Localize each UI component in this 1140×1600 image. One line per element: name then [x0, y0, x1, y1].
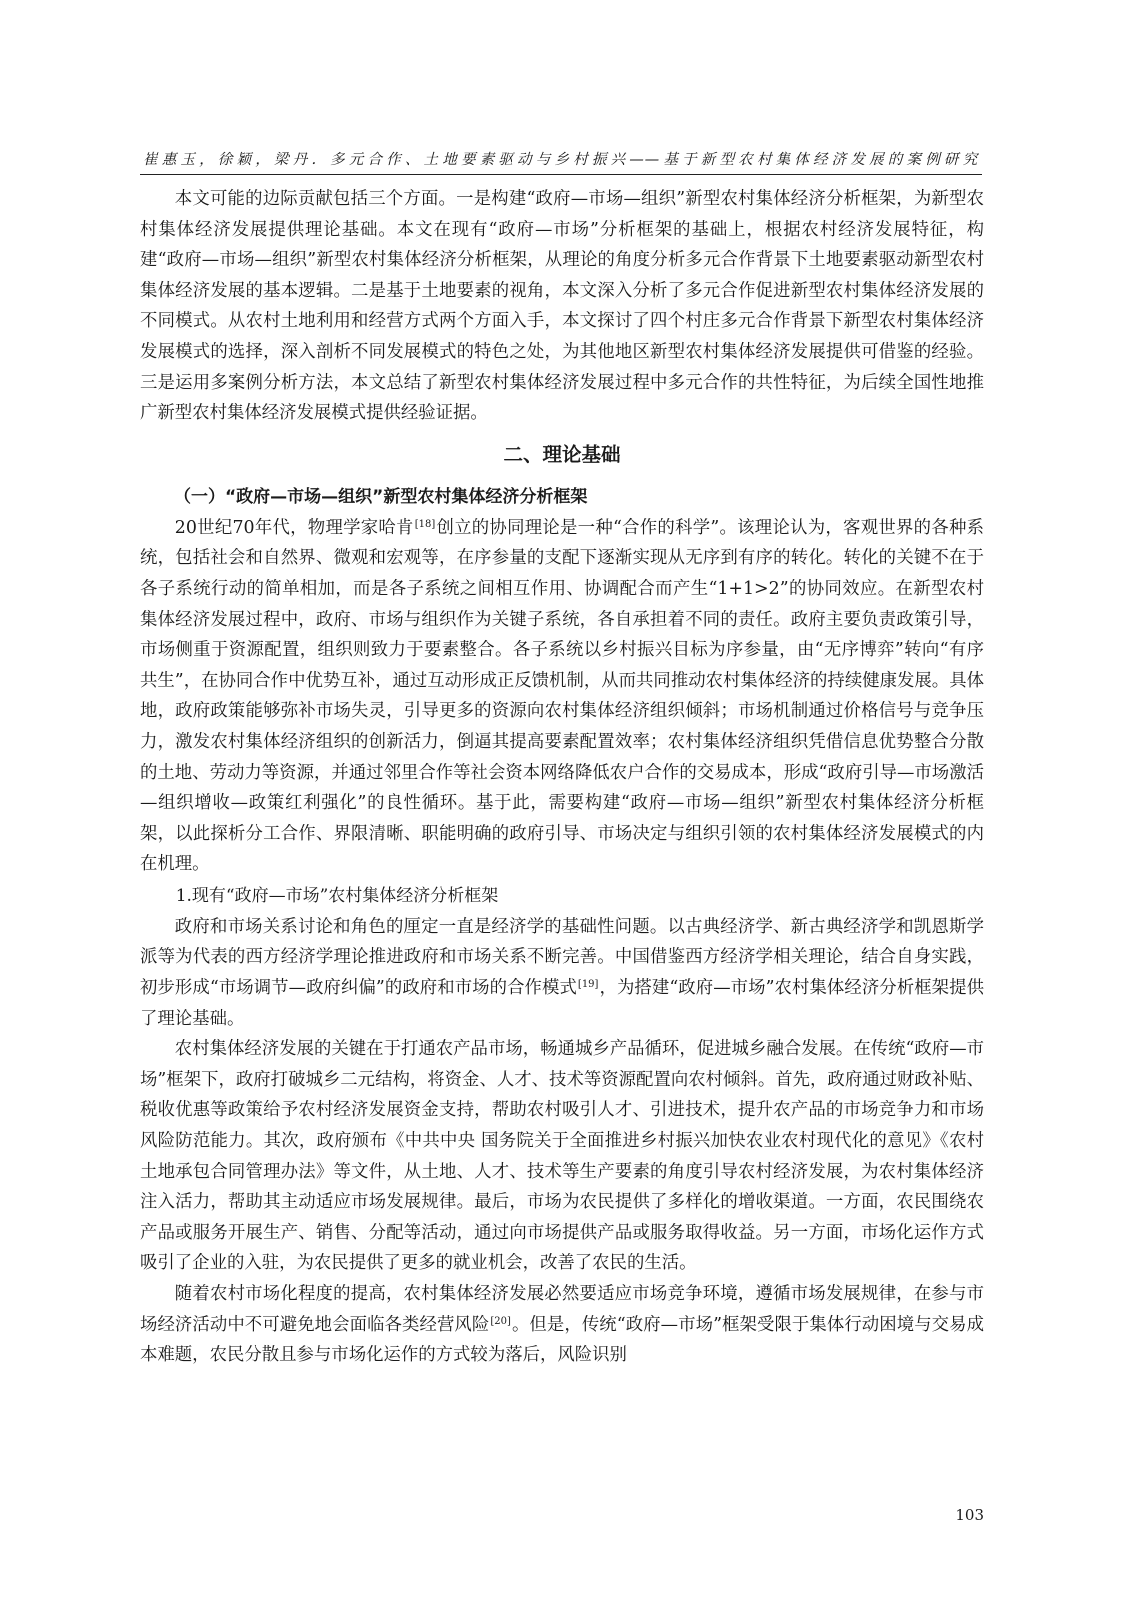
paragraph-synergy [140, 513, 984, 880]
body-text [140, 184, 984, 1371]
item-title: 1.现有“政府—市场”农村集体经济分析框架 [175, 885, 499, 906]
paragraph-contributions: 本文可能的边际贡献包括三个方面。一是构建“政府—市场—组织”新型农村集体经济分析框架，为新型农村集体经济发展提供理论基础。本文在现有“政府—市场”分析框架的基础上，根据农村经济发展特征，构建“政府—市场—组织”新型农村集体经济分析框架，从理论的角度分析多元合作背景下土地要素驱动新型农村集体经济发展的基本逻辑。二是基于土地要素的视角，本文深入分析了多元合作促进新型农村集体经济发展的不同模式。从农村土地利用和经营方式两个方面入手，本文探讨了四个村庄多元合作背景下新型农村集体经济发展模式的选择，深入剖析不同发展模式的特色之处，为其他地区新型农村集体经济发展提供可借鉴的经验。三是运用多案例分析方法，本文总结了新型农村集体经济发展过程中多元合作的共性特征，为后续全国性地推广新型农村集体经济发展模式提供经验证据。 [140, 189, 984, 424]
paragraph-gov-market-start: 政府和市场关系讨论和角色的厘定一直是经济学的基础性问题。以古典经济学、新古典经济学和凯恩斯学派等为代表的西方经济学理论推进政府和市场关系不断完善。中国借鉴西方经济学相关理论，结合自身实践，初步形成“市场调节—政府纠偏”的政府和市场的合作模式 [140, 916, 984, 999]
paragraph-key: 农村集体经济发展的关键在于打通农产品市场，畅通城乡产品循环，促进城乡融合发展。在传统“政府—市场”框架下，政府打破城乡二元结构，将资金、人才、技术等资源配置向农村倾斜。首先，政府通过财政补贴、税收优惠等政策给予农村经济发展资金支持，帮助农村吸引人才、引进技术，提升农产品的市场竞争力和市场风险防范能力。其次，政府颁布《中共中央 国务院关于全面推进乡村振兴加快农业农村现代化的意见》《农村土地承包合同管理办法》等文件，从土地、人才、技术等生产要素的角度引导农村经济发展，为农村集体经济注入活力，帮助其主动适应市场发展规律。最后，市场为农民提供了多样化的增收渠道。一方面，农民围绕农产品或服务开展生产、销售、分配等活动，通过向市场提供产品或服务取得收益。另一方面，市场化运作方式吸引了企业的入驻，为农民提供了更多的就业机会，改善了农民的生活。 [140, 1039, 984, 1274]
running-head: 崔惠玉，徐颖，梁丹．多元合作、土地要素驱动与乡村振兴——基于新型农村集体经济发展的案例研究 [143, 151, 978, 168]
citation-18: [18] [414, 518, 436, 530]
paragraph-risk-rest: 。但是，传统“政府—市场”框架受限于集体行动困境与交易成本难题，农民分散且参与市场化运作的方式较为落后，风险识别 [140, 1314, 984, 1366]
header-rule [140, 174, 982, 175]
paragraph-gov-market [140, 912, 984, 1034]
paragraph-risk-start: 随着农村市场化程度的提高，农村集体经济发展必然要适应市场竞争环境，遵循市场发展规律，在参与市场经济活动中不可避免地会面临各类经营风险 [140, 1284, 984, 1335]
subsection-title: （一）“政府—市场—组织”新型农村集体经济分析框架 [174, 486, 588, 507]
section-title: 二、理论基础 [503, 442, 621, 466]
paragraph-synergy-rest: 创立的协同理论是一种“合作的科学”。该理论认为，客观世界的各种系统，包括社会和自然界、微观和宏观等，在序参量的支配下逐渐实现从无序到有序的转化。转化的关键不在于各子系统行动的简单相加，而是各子系统之间相互作用、协调配合而产生“1+1>2”的协同效应。在新型农村集体经济发展过程中，政府、市场与组织作为关键子系统，各自承担着不同的责任。政府主要负责政策引导，市场侧重于资源配置，组织则致力于要素整合。各子系统以乡村振兴目标为序参量，由“无序博弈”转向“有序共生”，在协同合作中优势互补，通过互动形成正反馈机制，从而共同推动农村集体经济的持续健康发展。具体地，政府政策能够弥补市场失灵，引导更多的资源向农村集体经济组织倾斜；市场机制通过价格信号与竞争压力，激发农村集体经济组织的创新活力，倒逼其提高要素配置效率；农村集体经济组织凭借信息优势整合分散的土地、劳动力等资源，并通过邻里合作等社会资本网络降低农户合作的交易成本，形成“政府引导—市场激活—组织增收—政策红利强化”的良性循环。基于此，需要构建“政府—市场—组织”新型农村集体经济分析框架，以此探析分工合作、界限清晰、职能明确的政府引导、市场决定与组织引领的农村集体经济发展模式的内在机理。 [140, 517, 984, 875]
paragraph-gov-market-rest: ，为搭建“政府—市场”农村集体经济分析框架提供了理论基础。 [140, 978, 984, 1029]
citation-20: [20] [490, 1315, 511, 1327]
page-number: 103 [955, 1506, 984, 1524]
citation-19: [19] [577, 979, 599, 991]
paragraph-risk [140, 1279, 984, 1371]
paragraph-synergy-start: 20世纪70年代，物理学家哈肯 [174, 517, 414, 538]
